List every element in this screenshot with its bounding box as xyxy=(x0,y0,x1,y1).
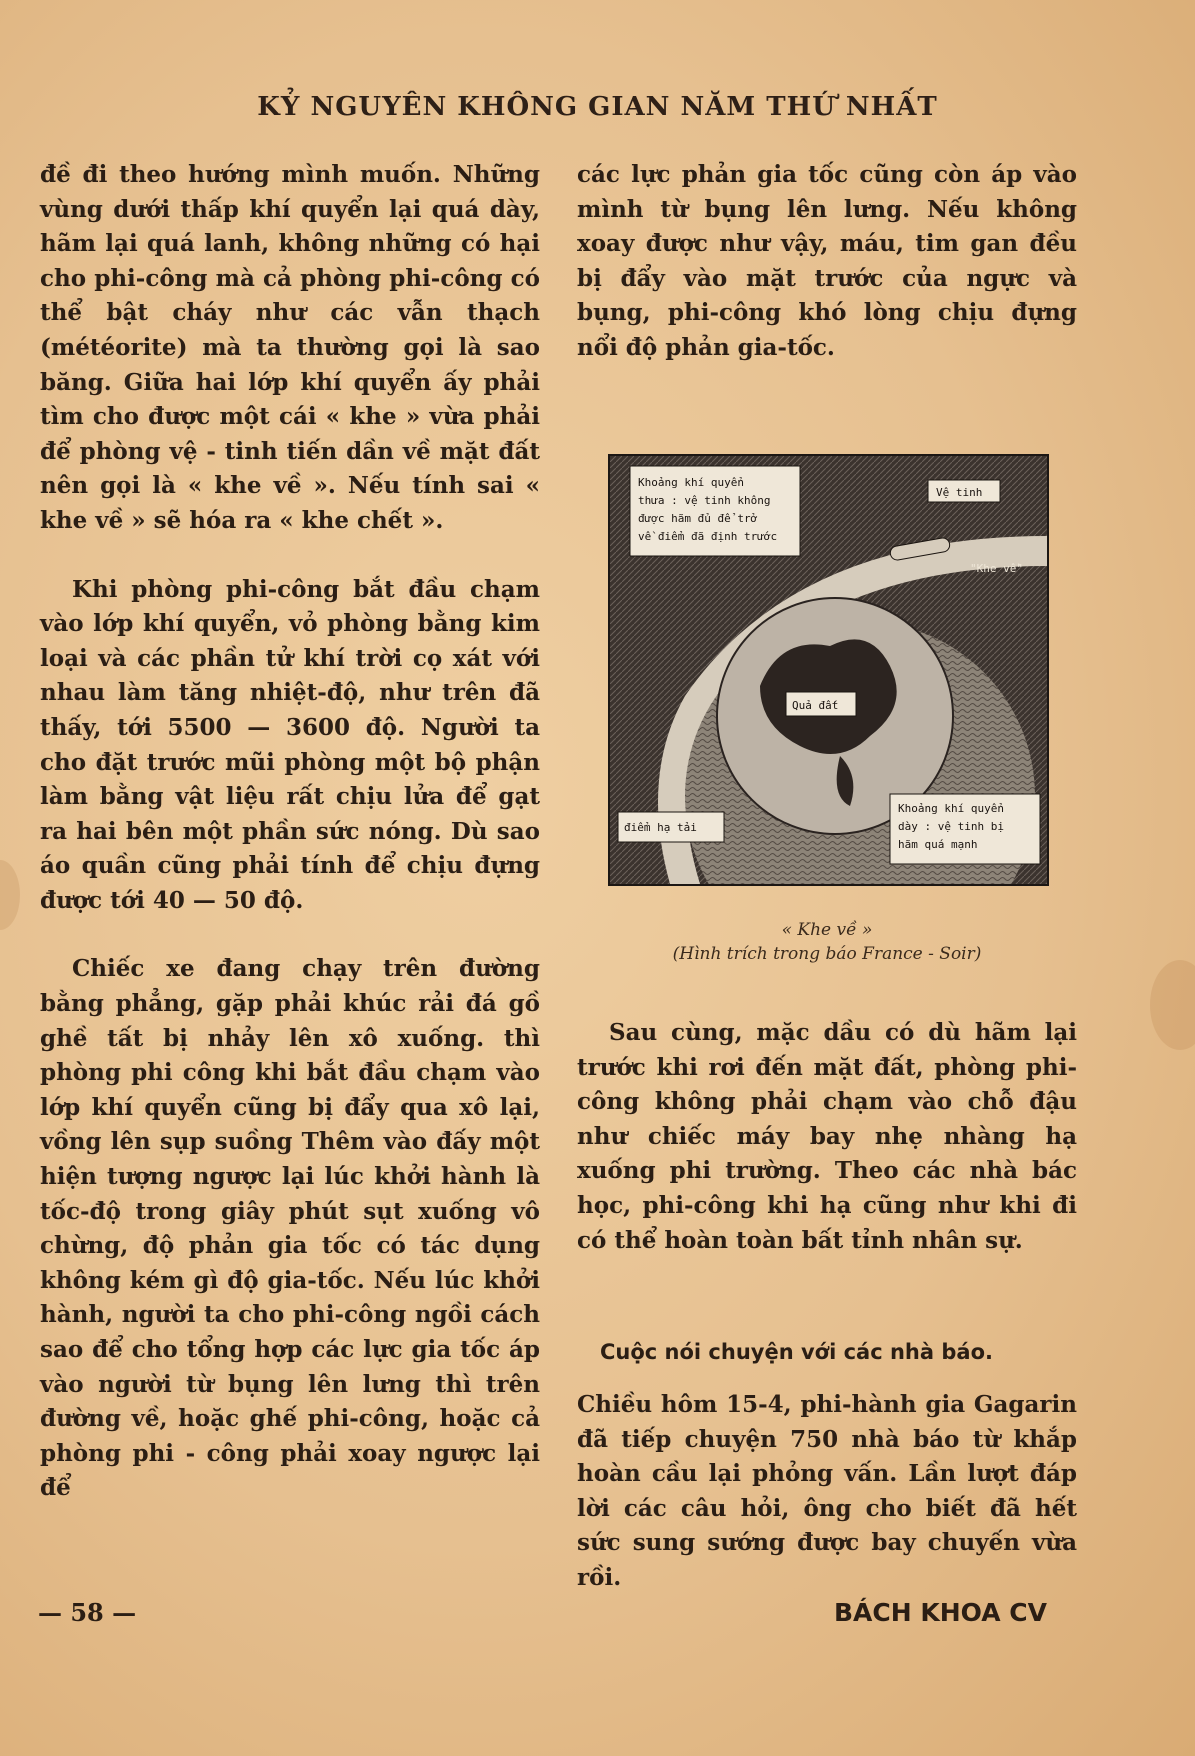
left-paragraph-1: đề đi theo hướng mình muốn. Những vùng dưới thấp khí quyển lại quá dày, hãm lại quá lanh, không những có hại cho phi-công mà cả phòng phi-công có thể bật cháy như các vẫn thạch (météorite) mà ta thường gọi là sao băng. Giữa hai lớp khí quyển ấy phải tìm cho được một cái « khe » vừa phải để phòng vệ - tinh tiến dần về mặt đất nên gọi là « khe về ». Nếu tính sai « khe về » sẽ hóa ra « khe chết ». xyxy=(40,161,540,534)
label-satellite: Vệ tinh xyxy=(936,486,983,499)
right-column-bottom xyxy=(577,1016,1077,1258)
figure-caption xyxy=(577,918,1077,966)
label-earth: Quả đất xyxy=(792,699,839,712)
right-column-top xyxy=(577,158,1077,366)
right-paragraph-2: Sau cùng, mặc dầu có dù hãm lại trước khi rơi đến mặt đất, phòng phi-công không phải chạm vào chỗ đậu như chiếc máy bay nhẹ nhàng hạ xuống phi trường. Theo các nhà bác học, phi-công khi hạ cũng như khi đi có thể hoàn toàn bất tỉnh nhân sự. xyxy=(577,1019,1077,1254)
paper-stain xyxy=(0,860,20,930)
left-column xyxy=(40,158,540,1506)
running-header: KỶ NGUYÊN KHÔNG GIAN NĂM THỨ NHẤT xyxy=(257,92,938,122)
label-khe-ve: "Khe về" xyxy=(970,562,1023,575)
right-column-last xyxy=(577,1388,1077,1596)
reentry-diagram-figure xyxy=(608,454,1049,886)
page-number: — 58 — xyxy=(38,1598,137,1627)
label-thin-line-1: Khoảng khí quyển xyxy=(638,476,744,489)
left-paragraph-2: Khi phòng phi-công bắt đầu chạm vào lớp khí quyển, vỏ phòng bằng kim loại và các phần tử khí trời cọ xát với nhau làm tăng nhiệt-độ, như trên đã thấy, tới 5500 — 3600 độ. Người ta cho đặt trước mũi phòng một bộ phận làm bằng vật liệu rất chịu lửa để gạt ra hai bên một phần sức nóng. Dù sao áo quần cũng phải tính để chịu đựng được tới 40 — 50 độ. xyxy=(40,575,540,914)
caption-source: (Hình trích trong báo France - Soir) xyxy=(672,944,982,964)
label-thin-line-2: thưa : vệ tinh không xyxy=(638,494,771,507)
section-heading: Cuộc nói chuyện với các nhà báo. xyxy=(600,1340,993,1364)
right-paragraph-3: Chiều hôm 15-4, phi-hành gia Gagarin đã tiếp chuyện 750 nhà báo từ khắp hoàn cầu lại phỏng vấn. Lần lượt đáp lời các câu hỏi, ông cho biết đã hết sức sung sướng được bay chuyến vừa rồi. xyxy=(577,1391,1077,1591)
paper-stain xyxy=(1150,960,1195,1050)
label-thin-line-4: về điểm đã định trước xyxy=(638,530,778,543)
reentry-diagram xyxy=(610,456,1047,884)
label-thick-line-1: Khoảng khí quyển xyxy=(898,802,1004,815)
label-thin-line-3: được hãm đủ để trở xyxy=(638,512,758,525)
caption-title: « Khe về » xyxy=(781,920,873,940)
left-paragraph-3: Chiếc xe đang chạy trên đường bằng phẳng, gặp phải khúc rải đá gồ ghề tất bị nhảy lên xô xuống. thì phòng phi công khi bắt đầu chạm vào lớp khí quyển cũng bị đẩy qua xô lại, vồng lên sụp suồng Thêm vào đấy một hiện tượng ngược lại lúc khởi hành là tốc-độ trong giây phút sụt xuống vô chừng, độ phản gia tốc có tác dụng không kém gì độ gia-tốc. Nếu lúc khởi hành, người ta cho phi-công ngồi cách sao để cho tổng hợp các lực gia tốc áp vào người từ bụng lên lưng thì trên đường về, hoặc ghế phi-công, hoặc cả phòng phi - công phải xoay ngược lại để xyxy=(40,955,540,1502)
magazine-name: BÁCH KHOA CV xyxy=(834,1598,1048,1627)
label-thick-line-3: hãm quá mạnh xyxy=(898,838,978,851)
label-landing-point: điểm hạ tải xyxy=(624,821,697,834)
label-thick-line-2: dày : vệ tinh bị xyxy=(898,820,1004,833)
right-paragraph-1: các lực phản gia tốc cũng còn áp vào mình từ bụng lên lưng. Nếu không xoay được như vậy, máu, tim gan đều bị đẩy vào mặt trước của ngực và bụng, phi-công khó lòng chịu đựng nổi độ phản gia-tốc. xyxy=(577,161,1077,361)
